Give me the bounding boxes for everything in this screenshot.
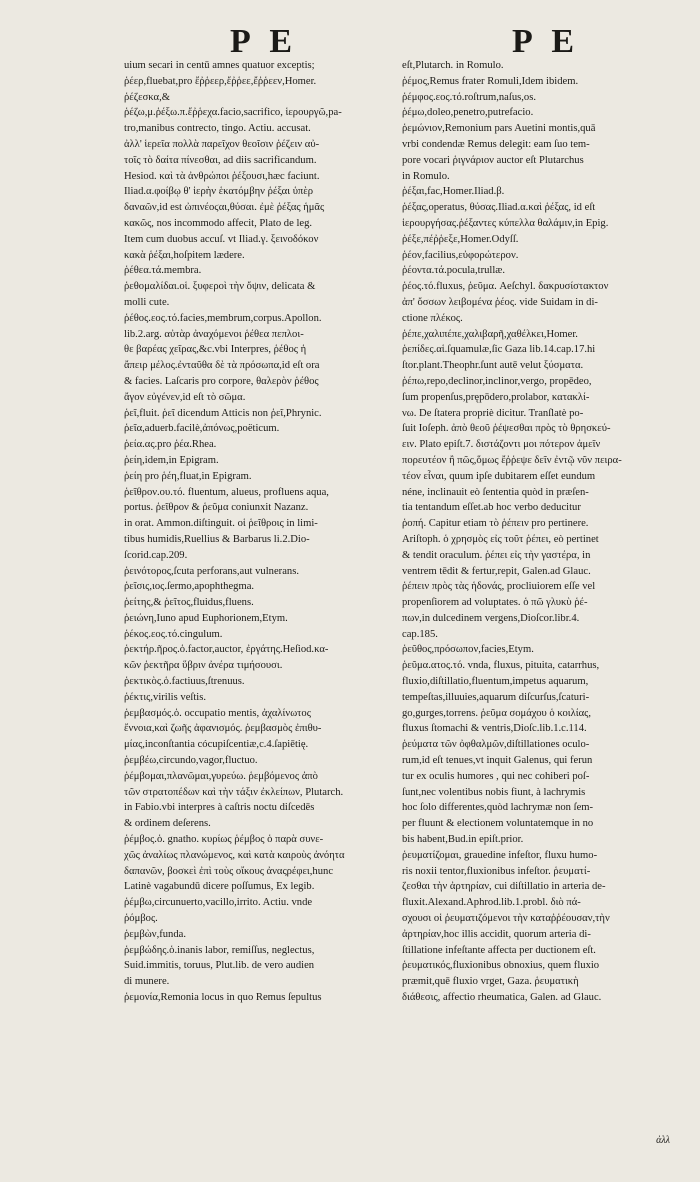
text-line: ῥεῖθρον.ου.τό. fluentum, alueus, profluens aqua, xyxy=(124,486,329,498)
text-line: ῥέθος.εος.τό.facies,membrum,corpus.Apollon. xyxy=(124,312,322,324)
text-line: ειν. Plato epiſt.7. διστάζοντι μοι πότερον ἀμεῖν xyxy=(402,439,601,451)
text-line: δαπανῶν, βοσκεὶ ἐπὶ τοὺς οἴκους ἀναςρέφει,hunc xyxy=(124,865,334,877)
text-line: ἀπ' ὄσσων λειβομένα ῥέος. vide Suidam in di- xyxy=(402,296,598,308)
text-line: ſuit Ioſeph. ἀπὸ θεοῦ ῥέψεσθαι πρὸς τὸ θρησκεύ- xyxy=(402,423,611,435)
text-line: & tendit oraculum. ῥέπει εἰς τὴν γαστέρα, in xyxy=(402,549,591,561)
text-line: ῥεμβὼν,funda. xyxy=(124,928,186,940)
text-line: cap.185. xyxy=(402,628,438,640)
left-running-head: P E xyxy=(230,23,299,60)
text-line: ῥέζεσκα,& xyxy=(124,91,170,103)
text-line: ῥεῖ,fluit. ῥεῖ dicendum Atticis non ῥεῖ,Phrynic. xyxy=(124,407,322,419)
text-line: Latinè vagabundū dicere poſſumus, Ex legib. xyxy=(124,881,315,893)
text-line: ἄπειρ μέλος.ἐνταῦθα δὲ τὰ πρόσωπα,id eſt ora xyxy=(124,360,320,372)
text-line: πων,in dulcedinem vergens,Dioſcor.libr.4. xyxy=(402,612,580,624)
text-line: ῥεθομαλίδαι.οἱ. ξυφεροὶ τὴν ὄψιν, delicata & xyxy=(124,281,316,293)
text-line: ῥοπή. Capitur etiam τὸ ῥέπειν pro pertinere. xyxy=(402,518,589,530)
right-running-head: P E xyxy=(512,23,581,60)
text-line: ῥεῖσις,ιος.ſermo,apophthegma. xyxy=(124,581,255,593)
text-line: ῥέπω,repo,declinor,inclinor,vergo, propēdeo, xyxy=(402,375,592,387)
text-line: ῥέμφος.εος.τό.roſtrum,naſus,os. xyxy=(402,91,536,103)
text-line: rum,id eſt tenues,vt inquit Galenus, qui ferun xyxy=(402,755,593,767)
text-line: τῶν στρατοπέδων καὶ τὴν τάξιν ἐκλείπων, Plutarch. xyxy=(124,786,344,798)
text-line: θε βαρέας χεῖρας,&c.vbi Interpres, ῥέθος ἡ xyxy=(124,344,307,356)
text-line: ἔννοια,καὶ ζωῆς ἀφανισμός. ῥεμβασμὸς ἐπιθυ- xyxy=(124,723,322,735)
text-line: ῥεῦμα.ατος.τό. vnda, fluxus, pituita, catarrhus, xyxy=(402,660,600,672)
text-line: fluxus ſtomachi & ventris,Dioſc.lib.1.c.114. xyxy=(402,723,587,735)
text-line: ῥέπε,χαλιπέπε,χαλιβαρῆ,χαθέλκει,Homer. xyxy=(402,328,578,340)
right-column xyxy=(402,58,670,1006)
text-line: τοῖς τὸ δαίτα πίνεσθαι, ad diis sacrificandum. xyxy=(124,154,317,166)
text-line: ῥέζω,μ.ῥέξω.π.ἔῤῥεχα.facio,sacrifico, ἱερουργῶ,pa- xyxy=(124,107,342,119)
text-line: fluxio,diſtillatio,fluentum,impetus aquarum, xyxy=(402,676,589,688)
text-line: ῥέμος,Remus frater Romuli,Idem ibidem. xyxy=(402,75,579,87)
text-line: πορευτέον ἢ πῶς,ὅμως ἔῤῥεψε δεῖν ἐντῷ νῦν πειρα- xyxy=(402,454,622,466)
text-line: ventrem tēdit & fertur,repit, Galen.ad Glauc. xyxy=(402,565,591,577)
text-line: ctione πλέκος. xyxy=(402,312,463,324)
text-line: ῥέος.τό.fluxus, ῥεῦμα. Aeſchyl. δακρυσίστακτον xyxy=(402,281,609,293)
text-line: ῥέκτις,virilis veſtis. xyxy=(124,691,206,703)
text-line: χῶς ἀναλίως πλανώμενος, καὶ κατὰ καιροὺς ἀνόητα xyxy=(124,849,345,861)
text-line: ῥέμβομαι,πλανῶμαι,γυρεύω. ῥεμβόμενος ἀπὸ xyxy=(124,770,318,782)
text-line: διάθεσις, affectio rheumatica, Galen. ad Glauc. xyxy=(402,992,602,1004)
text-line: tia tentandum eſſet.ab hoc verbo deducitur xyxy=(402,502,581,514)
text-line: ῥέερ,fluebat,pro ἔῤῥεερ,ἔῤῥεε,ἔῤῥεεν,Homer. xyxy=(124,75,317,87)
text-line: νω. De ſtatera propriè dicitur. Tranſlatè po- xyxy=(402,407,584,419)
text-line: hoc ſolo differentes,quòd lachrymæ non ſem- xyxy=(402,802,594,814)
text-line: lib.2.arg. αὐτὰρ ἀναχόμενοι ῥέθεα πεπλοι- xyxy=(124,328,304,340)
text-line: ῥέμβος.ὁ. gnatho. κυρίως ῥέμβος ὁ παρὰ συνε- xyxy=(124,834,324,846)
text-line: portus. ῥεῖθρον & ῥεῦμα coniunxit Nazanz. xyxy=(124,502,309,514)
text-line: Hesiod. καὶ τὰ ἀνθρώποι ῥέξουσι,hæc faciunt. xyxy=(124,170,320,182)
text-line: tibus humidis,Ruellius & Barbarus li.2.Dio- xyxy=(124,533,310,545)
text-line: ῥέοντα.τά.pocula,trullæ. xyxy=(402,265,505,277)
text-line: ῥέκος.εος.τό.cingulum. xyxy=(124,628,223,640)
text-line: ris noxii tentor,fluxionibus infeſtor. ῥευματί- xyxy=(402,865,591,877)
text-line: tur ex oculis humores , qui nec cohiberi poſ- xyxy=(402,770,590,782)
text-line: in orat. Ammon.diſtinguit. οἱ ῥεῖθροις in limi- xyxy=(124,518,318,530)
text-line: ῥεύματα τῶν ὀφθαλμῶν,diſtillationes oculo- xyxy=(402,739,590,751)
text-line: ῥευματίζομαι, grauedine infeſtor, fluxu humo- xyxy=(402,849,598,861)
text-line: vrbi condendæ Remus delegit: eam ſuo tem- xyxy=(402,138,590,150)
text-line: ἀρτηρίαν,hoc illis accidit, quorum arteria di- xyxy=(402,928,591,940)
text-line: ῥεπίδες.αἱ.ſquamulæ,ſic Gaza lib.14.cap.17.hi xyxy=(402,344,596,356)
text-line: fluxit.Alexand.Aphrod.lib.1.probl. διὸ πά- xyxy=(402,897,581,909)
text-line: ῥέξε,πέῤῥεξε,Homer.Odyſſ. xyxy=(402,233,519,245)
text-line: τέον εἶναι, quum ipſe dubitarem eſſet eundum xyxy=(402,470,596,482)
text-line: ῥεμονία,Remonia locus in quo Remus ſepultus xyxy=(124,992,322,1004)
text-line: ῥέπειν πρὸς τὰς ἡδονάς, procliuiorem eſſe vel xyxy=(402,581,596,593)
text-line: præmit,quē fluxio vrget, Gaza. ῥευματικὴ xyxy=(402,976,579,988)
text-line: σχουσι οἱ ῥευματιζόμενοι τὴν καταῤῥέουσαν,τὴν xyxy=(402,913,610,925)
text-line: ῥεῦθος,πρόσωπον,facies,Etym. xyxy=(402,644,534,656)
text-line: go,gurges,torrens. ῥεῦμα σομάχου ὁ κοιλίας, xyxy=(402,707,591,719)
text-line: ἄγον εὐγένεν,id eſt τὸ σῶμα. xyxy=(124,391,246,403)
text-line: ἱερουργήσας.ῥέξαντες κύπελλα θαλάμιν,in Epig. xyxy=(402,217,609,229)
text-line: per fluunt & electionem voluntatemque in no xyxy=(402,818,594,830)
text-line: Iliad.α.φοίβῳ θ' ἱερὴν ἑκατόμβην ῥέξαι ὑπὲρ xyxy=(124,186,314,198)
text-line: ῥεκτικὸς.ὁ.factiuus,ſtrenuus. xyxy=(124,676,245,688)
text-line: μίας,inconſtantia cócupiſcentiæ,c.4.ſapiētię. xyxy=(124,739,309,751)
text-line: ῥέξαι,fac,Homer.Iliad.β. xyxy=(402,186,505,198)
text-line: & facies. Laſcaris pro corpore, θαλερὸν ῥέθος xyxy=(124,375,319,387)
text-line: ῥείτης,& ῥεῖτος,fluidus,fluens. xyxy=(124,597,254,609)
text-line: Item cum duobus accuſ. vt Iliad.γ. ξεινοδόκον xyxy=(124,233,319,245)
text-line: κακὰ ῥέξαι,hoſpitem lædere. xyxy=(124,249,245,261)
text-line: ῥεμώνιον,Remonium pars Auetini montis,quā xyxy=(402,123,596,135)
text-line: molli cute. xyxy=(124,296,170,308)
text-line: propenſiorem ad voluptates. ὁ πῶ γλυκὺ ῥέ- xyxy=(402,597,588,609)
text-line: ſunt,nec volentibus nobis fiunt, à lachrymis xyxy=(402,786,586,798)
text-line: ῥέθεα.τά.membra. xyxy=(124,265,202,277)
text-line: ſtillatione infeſtante affecta per ductionem eſt. xyxy=(402,944,596,956)
text-line: ῥεμβώδης.ὁ.inanis labor, remiſſus, neglectus, xyxy=(124,944,315,956)
text-line: ῥεμβέω,circundo,vagor,fluctuo. xyxy=(124,755,258,767)
text-line: Ariſtoph. ὁ χρησμὸς εἰς τοῦτ ῥέπει, eò pertinet xyxy=(402,533,599,545)
text-line: ῥεκτήρ.ῆρος.ὁ.factor,auctor, ἐργάτης.Heſiod.κα- xyxy=(124,644,329,656)
text-line: ῥειώνη,Iuno apud Euphorionem,Etym. xyxy=(124,612,288,624)
text-line: κακῶς, nos incommodo affecit, Plato de leg. xyxy=(124,217,313,229)
text-line: Suid.immitis, toruus, Plut.lib. de vero audien xyxy=(124,960,315,972)
text-line: tempeſtas,illuuies,aquarum diſcurſus,ſcaturi- xyxy=(402,691,590,703)
text-line: uium secari in centū amnes quatuor exceptis; xyxy=(124,60,315,71)
text-line: néne, inclinauit eò ſententia quòd in præſen- xyxy=(402,486,589,498)
text-line: ῥείη pro ῥέη,fluat,in Epigram. xyxy=(124,470,252,482)
text-line: in Romulo. xyxy=(402,170,450,182)
catchword: ἀλλ xyxy=(656,1135,670,1146)
text-line: bis habent,Bud.in epiſt.prior. xyxy=(402,834,524,846)
text-line: ῥεμβασμός.ὁ. occupatio mentis, ἀχαλίνωτος xyxy=(124,707,311,719)
text-line: in Fabio.vbi interpres à caſtris noctu diſcedēs xyxy=(124,802,315,814)
text-line: ῥέμβω,circunuerto,vacillo,irrito. Actiu. vnde xyxy=(124,897,313,909)
text-line: pore vocari ῥιγνάριον auctor eſt Plutarchus xyxy=(402,154,584,166)
text-line: δαναῶν,id est ὠπινέοϛαι,θύσαι. ἐμὲ ῥέξας ἡμᾶς xyxy=(124,202,325,214)
left-column xyxy=(124,58,394,1006)
text-line: ῥεῖα,aduerb.facilè,ἀπόνως,poëticum. xyxy=(124,423,280,435)
text-line: ῥέμω,doleo,penetro,putrefacio. xyxy=(402,107,534,119)
text-line: ſtor.plant.Theophr.ſunt autē velut ξύσματα. xyxy=(402,360,584,372)
text-line: κῶν ῥεκτῆρα ὕβριν ἀνέρα τιμήσουσι. xyxy=(124,660,283,672)
text-line: ῥευματικός,fluxionibus obnoxius, quem fluxio xyxy=(402,960,600,972)
text-line: tro,manibus contrecto, tingo. Actiu. accusat. xyxy=(124,123,311,135)
text-line: ſum propenſus,prępōdero,prolabor, κατακλί- xyxy=(402,391,590,403)
text-line: di munere. xyxy=(124,976,170,988)
text-line: ſcorid.cap.209. xyxy=(124,549,188,561)
text-line: ζεσθαι τὴν ἀρτηρίαν, cui diſtillatio in arteria de- xyxy=(402,881,606,893)
text-line: ῥείη,idem,in Epigram. xyxy=(124,454,219,466)
text-line: ῥόμβος. xyxy=(124,913,158,925)
text-line: & ordinem deſerens. xyxy=(124,818,211,830)
text-line: eſt,Plutarch. in Romulo. xyxy=(402,60,504,71)
text-line: ῥεινότορος,ſcuta perforans,aut vulnerans. xyxy=(124,565,299,577)
text-line: ῥέξας,operatus, θύσας.Iliad.α.καὶ ῥέξας, id eſt xyxy=(402,202,596,214)
text-line: ῥεία.ας.pro ῥέα.Rhea. xyxy=(124,439,217,451)
text-line: ἀλλ' ἱερεῖα πολλὰ παρεῖχον θεοῖσιν ῥέζειν αὐ- xyxy=(124,138,320,150)
text-line: ῥέον,facilius,εὐφορώτερον. xyxy=(402,249,519,261)
